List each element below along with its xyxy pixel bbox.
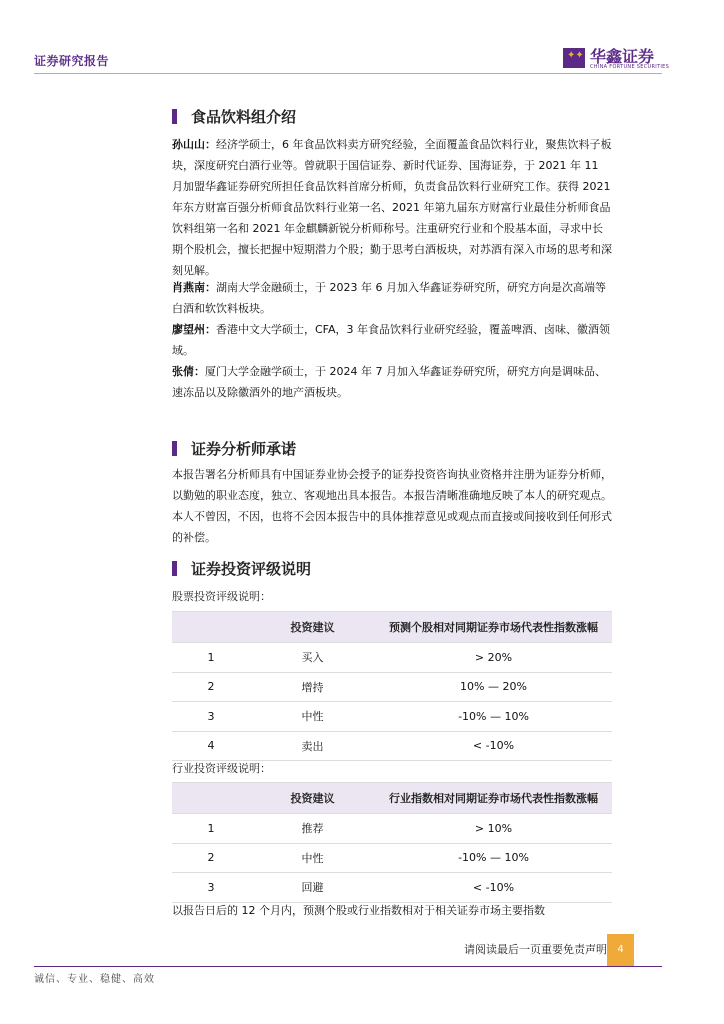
member-text: 厦门大学金融学硕士，于 2024 年 7 月加入华鑫证券研究所，研究方向是调味品、速冻品以及除徽酒外的地产酒板块。 bbox=[172, 365, 606, 399]
header-divider bbox=[34, 73, 662, 74]
report-type-title: 证券研究报告 bbox=[34, 54, 110, 68]
member-name: 孙山山： bbox=[172, 138, 216, 151]
logo-english-text: CHINA FORTUNE SECURITIES bbox=[590, 64, 670, 70]
member-text: 经济学硕士，6 年食品饮料卖方研究经验，全面覆盖食品饮料行业，聚焦饮料子板块，深度研究白酒行业等。曾就职于国信证券、新时代证券、国海证券，于 2021 年 11 月加盟华鑫证券研究所担任食品饮料首席分析师，负责食品饮料行业研究工作。获得 2021 年东方财富百强分析师食品饮料行业第一名、2021 年第九届东方财富行业最佳分析师食品饮料组第一名和 2021 年金麒麟新锐分析师称号。注重研究行业和个股基本面，寻求中长期个股机会，擅长把握中短期潜力个股；勤于思考白酒板块，对苏酒有深入市场的思考和深刻见解。 bbox=[172, 138, 612, 277]
table-cell: 4 bbox=[172, 731, 250, 761]
table-cell: 2 bbox=[172, 672, 250, 702]
rating-heading-text: 证券投资评级说明 bbox=[191, 560, 312, 578]
member-bio bbox=[172, 361, 612, 403]
table-cell: 回避 bbox=[250, 873, 375, 903]
member-bio bbox=[172, 134, 612, 281]
table-cell: > 20% bbox=[375, 643, 612, 673]
member-text: 湖南大学金融硕士，于 2023 年 6 月加入华鑫证券研究所，研究方向是次高端等白酒和软饮料板块。 bbox=[172, 281, 606, 315]
table-cell: 2 bbox=[172, 843, 250, 873]
team-section-heading bbox=[172, 106, 296, 128]
member-text: 香港中文大学硕士，CFA，3 年食品饮料行业研究经验，覆盖啤酒、卤味、徽酒领域。 bbox=[172, 323, 611, 357]
table-cell: < -10% bbox=[375, 873, 612, 903]
table-header-cell: 行业指数相对同期证券市场代表性指数涨幅 bbox=[375, 783, 612, 814]
section-bar-icon bbox=[172, 109, 177, 124]
commitment-text: 本报告署名分析师具有中国证券业协会授予的证券投资咨询执业资格并注册为证券分析师，以勤勉的职业态度，独立、客观地出具本报告。本报告清晰准确地反映了本人的研究观点。本人不曾因，不因，也将不会因本报告中的具体推荐意见或观点而直接或间接收到任何形式的补偿。 bbox=[172, 468, 612, 544]
commitment-heading-text: 证券分析师承诺 bbox=[191, 440, 297, 458]
logo-mark-icon: ✦✦ bbox=[563, 48, 585, 68]
member-name: 廖望州： bbox=[172, 323, 216, 336]
stock-rating-table bbox=[172, 611, 612, 761]
table-cell: 3 bbox=[172, 873, 250, 903]
member-name: 肖燕南： bbox=[172, 281, 216, 294]
footer-divider bbox=[34, 966, 662, 967]
member-bio bbox=[172, 277, 612, 319]
page-number: 4 bbox=[607, 934, 634, 966]
disclaimer-notice: 请阅读最后一页重要免责声明 bbox=[464, 943, 607, 956]
table-header-cell bbox=[172, 783, 250, 814]
company-logo bbox=[563, 44, 683, 72]
table-header-cell bbox=[172, 612, 250, 643]
table-header-row bbox=[172, 783, 612, 814]
industry-rating-table bbox=[172, 782, 612, 903]
table-header-cell: 预测个股相对同期证券市场代表性指数涨幅 bbox=[375, 612, 612, 643]
table-cell: 买入 bbox=[250, 643, 375, 673]
table-row bbox=[172, 672, 612, 702]
table-cell: -10% — 10% bbox=[375, 843, 612, 873]
footer-slogan: 诚信、专业、稳健、高效 bbox=[34, 974, 155, 985]
rating-section-heading bbox=[172, 558, 311, 580]
table-header-cell: 投资建议 bbox=[250, 612, 375, 643]
table-row bbox=[172, 843, 612, 873]
stock-rating-label: 股票投资评级说明： bbox=[172, 590, 271, 603]
table-cell: 1 bbox=[172, 814, 250, 844]
table-cell: 增持 bbox=[250, 672, 375, 702]
table-header-row bbox=[172, 612, 612, 643]
table-cell: > 10% bbox=[375, 814, 612, 844]
table-cell: 推荐 bbox=[250, 814, 375, 844]
section-bar-icon bbox=[172, 561, 177, 576]
table-cell: < -10% bbox=[375, 731, 612, 761]
team-heading-text: 食品饮料组介绍 bbox=[191, 108, 297, 126]
section-bar-icon bbox=[172, 441, 177, 456]
industry-rating-label: 行业投资评级说明： bbox=[172, 762, 271, 775]
table-row bbox=[172, 814, 612, 844]
table-cell: 中性 bbox=[250, 702, 375, 732]
table-row bbox=[172, 702, 612, 732]
table-cell: 10% — 20% bbox=[375, 672, 612, 702]
table-cell: 3 bbox=[172, 702, 250, 732]
commitment-section-heading bbox=[172, 438, 296, 460]
member-bio bbox=[172, 319, 612, 361]
table-row bbox=[172, 731, 612, 761]
table-cell: -10% — 10% bbox=[375, 702, 612, 732]
rating-note: 以报告日后的 12 个月内，预测个股或行业指数相对于相关证券市场主要指数 bbox=[172, 904, 545, 917]
table-header-cell: 投资建议 bbox=[250, 783, 375, 814]
logo-text: 华鑫证券 bbox=[590, 47, 655, 66]
table-row bbox=[172, 873, 612, 903]
table-cell: 中性 bbox=[250, 843, 375, 873]
table-cell: 卖出 bbox=[250, 731, 375, 761]
table-cell: 1 bbox=[172, 643, 250, 673]
table-row bbox=[172, 643, 612, 673]
member-name: 张倩： bbox=[172, 365, 205, 378]
